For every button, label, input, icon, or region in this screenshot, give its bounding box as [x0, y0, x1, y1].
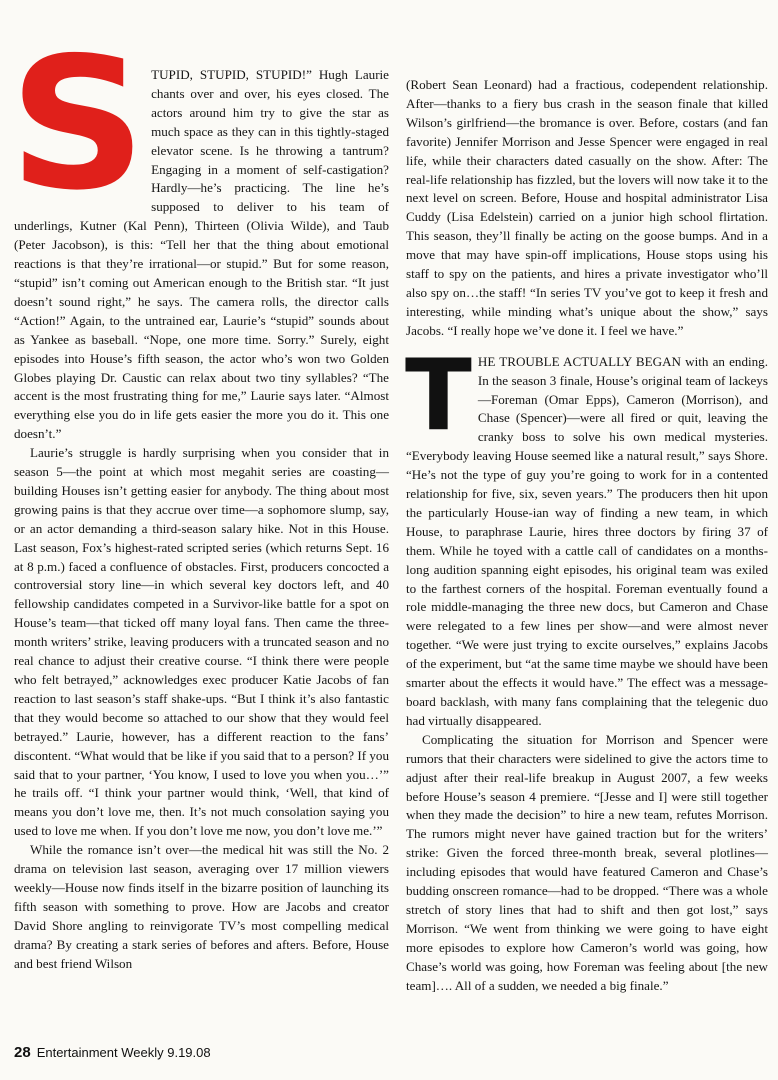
left-paragraph-3: While the romance isn’t over—the medical hit was still the No. 2 drama on television last season, averaging over 17 million viewers weekly—House now finds itself in the bizarre position of launching its fifth season with something to prove. How are Jacobs and creator David Shore angling to reinvigorate TV’s most compelling medical drama? By creating a stark series of befores and afters. Before, House and best friend Wilson: [14, 842, 389, 971]
lead-in-text: TUPID, STUPID, STUPID!”: [151, 67, 312, 82]
page-number: 28: [14, 1044, 31, 1061]
dropcap-letter-s: S: [8, 18, 147, 230]
left-column: [8, 18, 389, 974]
right-paragraph-2: [405, 338, 768, 731]
left-paragraph-2: Laurie’s struggle is hardly surprising when you consider that in season 5—the point at which most megahit series are coasting—building Houses isn’t getting easier for anybody. The thing about most growing pains is that they accrue over time—a sophomore slump, say, or an actor demanding a third-season salary hike. Not in this House. Last season, Fox’s highest-rated scripted series (which returns Sept. 16 at 8 p.m.) faced a confluence of obstacles. First, producers concocted a controversial story line—in which several key doctors left, and 40 fellowship candidates competed in a Survivor-like battle for a spot on House’s team—that ticked off many loyal fans. Then came the three-month writers’ strike, leaving producers with a truncated season and no real chance to adjust their creative course. “I think there were people who felt betrayed,” acknowledges exec producer Katie Jacobs of fan reaction to last season’s staff shake-ups. “But I think it’s also fantastic that they would become so attached to our show that they would feel betrayed.” Laurie, however, has a different reaction to the fans’ discontent. “What would that be like if you said that to a person? If you said that to your partner, ‘You know, I used to love you when you…’” he trails off. “I think your partner would think, ‘Well, that kind of means you don’t love me, then. It’s not much consolation saying you used to love me when. If you don’t love me now, you don’t love me.’”: [14, 445, 389, 839]
right-paragraph-2-body: with an ending. In the season 3 finale, House’s original team of lackeys—Foreman (Omar Epps), Cameron (Morrison), and Chase (Spencer)—were all fired or quit, leaving the cranky boss to solve his own medical mysteries. “Everybody leaving House seemed like a natural result,” says Shore. “He’s not the type of guy you’re going to work for in a contented relationship for five, six, seven years.” The producers then hit upon the particularly House-ian way of finding a new team, in which House, to paraphrase Laurie, hires three doctors by firing 37 of them. While he toyed with a cattle call of candidates on a months-long audition spanning eight episodes, his original team was exiled to the farthest corners of the hospital. Foreman eventually found a role middle-managing the three new docs, but Cameron and Chase were relegated to a few lines per show—and were almost never together. “We were just trying to excite ourselves,” explains Jacobs of the experiment, but “at the same time maybe we should have been smarter about the effects it would have.” The effect was a message-board backlash, with many fans complaining that the telegenic duo had virtually disappeared.: [406, 353, 768, 728]
right-paragraph-3: Complicating the situation for Morrison and Spencer were rumors that their characters were sidelined to give the actors time to adjust after their real-life breakup in August 2007, a few weeks before House’s season 4 premiere. “[Jesse and I] were still together when they made the decision” to hire a new team, refutes Morrison. The rumors might never have gained traction but for the writers’ strike: Given the forced three-month break, several plotlines—including episodes that would have featured Cameron and Chase’s budding onscreen romance—had to be dropped. “There was a whole stretch of story lines that had to shift and then got lost,” says Morrison. “We went from thinking we were going to have eight more episodes to explore how Cameron’s world was going, how Chase’s world was going, how Foreman was feeling about [the new team]…. All of a sudden, we needed a big finale.”: [406, 731, 768, 993]
right-column: [406, 76, 768, 996]
left-paragraph-1-body: Hugh Laurie chants over and over, his eyes closed. The actors around him try to give the star as much space as they can in this tightly-staged elevator scene. Is he throwing a tantrum? Engaging in a moment of self-castigation? Hardly—he’s practicing. The line he’s supposed to deliver to his team of underlings, Kutner (Kal Penn), Thirteen (Olivia Wilde), and Taub (Peter Jacobson), is this: “Tell her that the thing about emotional reactions is that they’re irrational—or stupid.” But for some reason, “stupid” isn’t coming out American enough to the British star. “It just doesn’t sound right,” he says. The camera rolls, the director calls “Action!” Again, to the untrained ear, Laurie’s “stupid” sounds about as Yankee as baseball. “Nope, one more time. Sorry.” Surely, eight episodes into House’s fifth season, the actor who’s won two Golden Globes playing Dr. Caustic can relax about two tiny syllables? “The accent is the most frustrating thing for me,” Laurie says later. “Almost everything else you do in life gets easier the more you do it. This one doesn’t.”: [14, 67, 389, 442]
publication-info: Entertainment Weekly 9.19.08: [36, 1045, 211, 1060]
dropcap-letter-t: T: [405, 338, 472, 453]
right-paragraph-1: (Robert Sean Leonard) had a fractious, codependent relationship. After—thanks to a fiery bus crash in the season finale that killed Wilson’s girlfriend—the bromance is over. Before, costars (and fan favorite) Jennifer Morrison and Jesse Spencer were engaged in real life, while their characters dated casually on the show. After: The real-life relationship has fizzled, but the lovers will now take it to the next level on screen. Before, House and hospital administrator Lisa Cuddy (Lisa Edelstein) carried on a junior high school flirtation. This season, they’ll finally be acting on the goose bumps. And in a move that may have spin-off implications, House stops using his staff to spy on the patients, and hires a private investigator who’ll also spy on…the staff! “In series TV you’ve got to keep it fresh and interesting, while minding what’s unique about the show,” says Jacobs. “I really hope we’ve done it. I feel we have.”: [406, 77, 768, 338]
page-footer: [14, 1044, 211, 1061]
section-lead-in: HE TROUBLE ACTUALLY BEGAN: [477, 353, 682, 369]
